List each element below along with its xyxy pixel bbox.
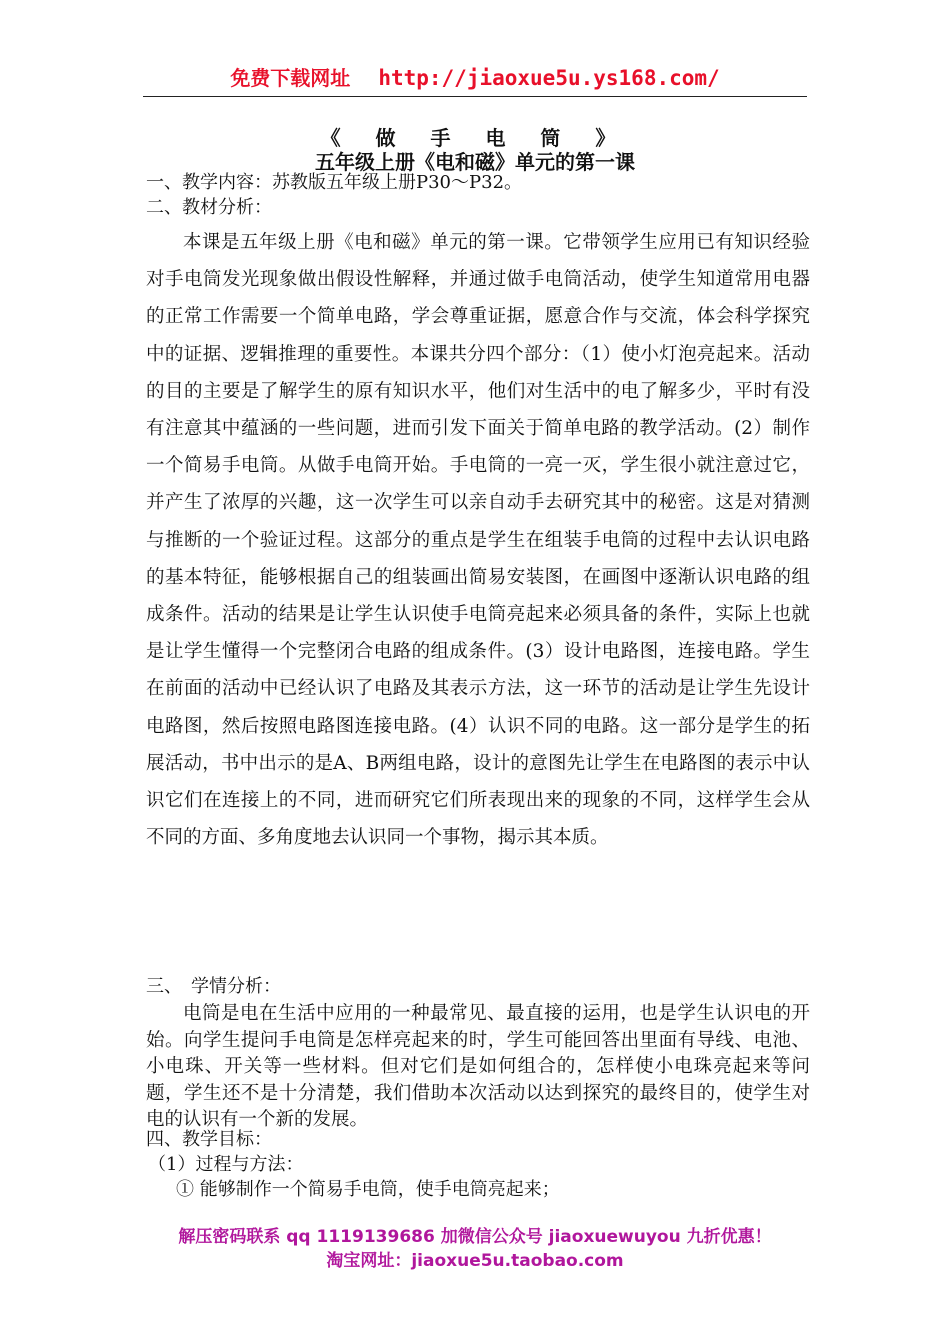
footer-contact: 解压密码联系 qq 1119139686 加微信公众号 jiaoxuewuyou 九折优惠！ (178, 1227, 772, 1247)
header-banner (0, 62, 950, 91)
document-title: 《 做 手 电 筒 》 (320, 126, 630, 150)
header-label: 免费下载网址 (230, 66, 351, 90)
objective-item: ① 能够制作一个简易手电筒，使手电筒亮起来； (176, 1179, 560, 1200)
objective-heading: （1）过程与方法： (148, 1154, 304, 1175)
section-student-analysis: 三、 学情分析： (146, 976, 281, 997)
document-subtitle: 五年级上册《电和磁》单元的第一课 (315, 150, 635, 174)
paragraph-material-analysis: 本课是五年级上册《电和磁》单元的第一课。它带领学生应用已有知识经验对手电筒发光现象做出假设性解释，并通过做手电筒活动，使学生知道常用电器的正常工作需要一个简单电路，学会尊重证据，愿意合作与交流，体会科学探究中的证据、逻辑推理的重要性。本课共分四个部分：（1）使小灯泡亮起来。活动的目的主要是了解学生的原有知识水平，他们对生活中的电了解多少，平时有没有注意其中蕴涵的一些问题，进而引发下面关于简单电路的教学活动。(2）制作一个简易手电筒。从做手电筒开始。手电筒的一亮一灭，学生很小就注意过它，并产生了浓厚的兴趣，这一次学生可以亲自动手去研究其中的秘密。这是对猜测与推断的一个验证过程。这部分的重点是学生在组装手电筒的过程中去认识电路的基本特征，能够根据自己的组装画出简易安装图，在画图中逐渐认识电路的组成条件。活动的结果是让学生认识使手电筒亮起来必须具备的条件，实际上也就是让学生懂得一个完整闭合电路的组成条件。(3）设计电路图，连接电路。学生在前面的活动中已经认识了电路及其表示方法，这一环节的活动是让学生先设计电路图，然后按照电路图连接电路。(4）认识不同的电路。这一部分是学生的拓展活动，书中出示的是A、B两组电路，设计的意图先让学生在电路图的表示中认识它们在连接上的不同，进而研究它们所表现出来的现象的不同，这样学生会从不同的方面、多角度地去认识同一个事物，揭示其本质。 (146, 232, 810, 849)
footer-taobao-link[interactable]: 淘宝网址：jiaoxue5u.taobao.com (326, 1251, 624, 1271)
section-teaching-content: 一、教学内容：苏教版五年级上册P30～P32。 (146, 172, 523, 193)
header-divider (143, 96, 807, 97)
section-teaching-objectives: 四、教学目标： (146, 1129, 272, 1150)
header-url-link[interactable]: http://jiaoxue5u.ys168.com/ (378, 66, 720, 90)
section-material-analysis: 二、教材分析： (146, 197, 272, 218)
paragraph-student-analysis: 电筒是电在生活中应用的一种最常见、最直接的运用，也是学生认识电的开始。向学生提问手电筒是怎样亮起来的时，学生可能回答出里面有导线、电池、小电珠、开关等一些材料。但对它们是如何组合的，怎样使小电珠亮起来等问题，学生还不是十分清楚，我们借助本次活动以达到探究的最终目的，使学生对电的认识有一个新的发展。 (146, 1003, 810, 1130)
